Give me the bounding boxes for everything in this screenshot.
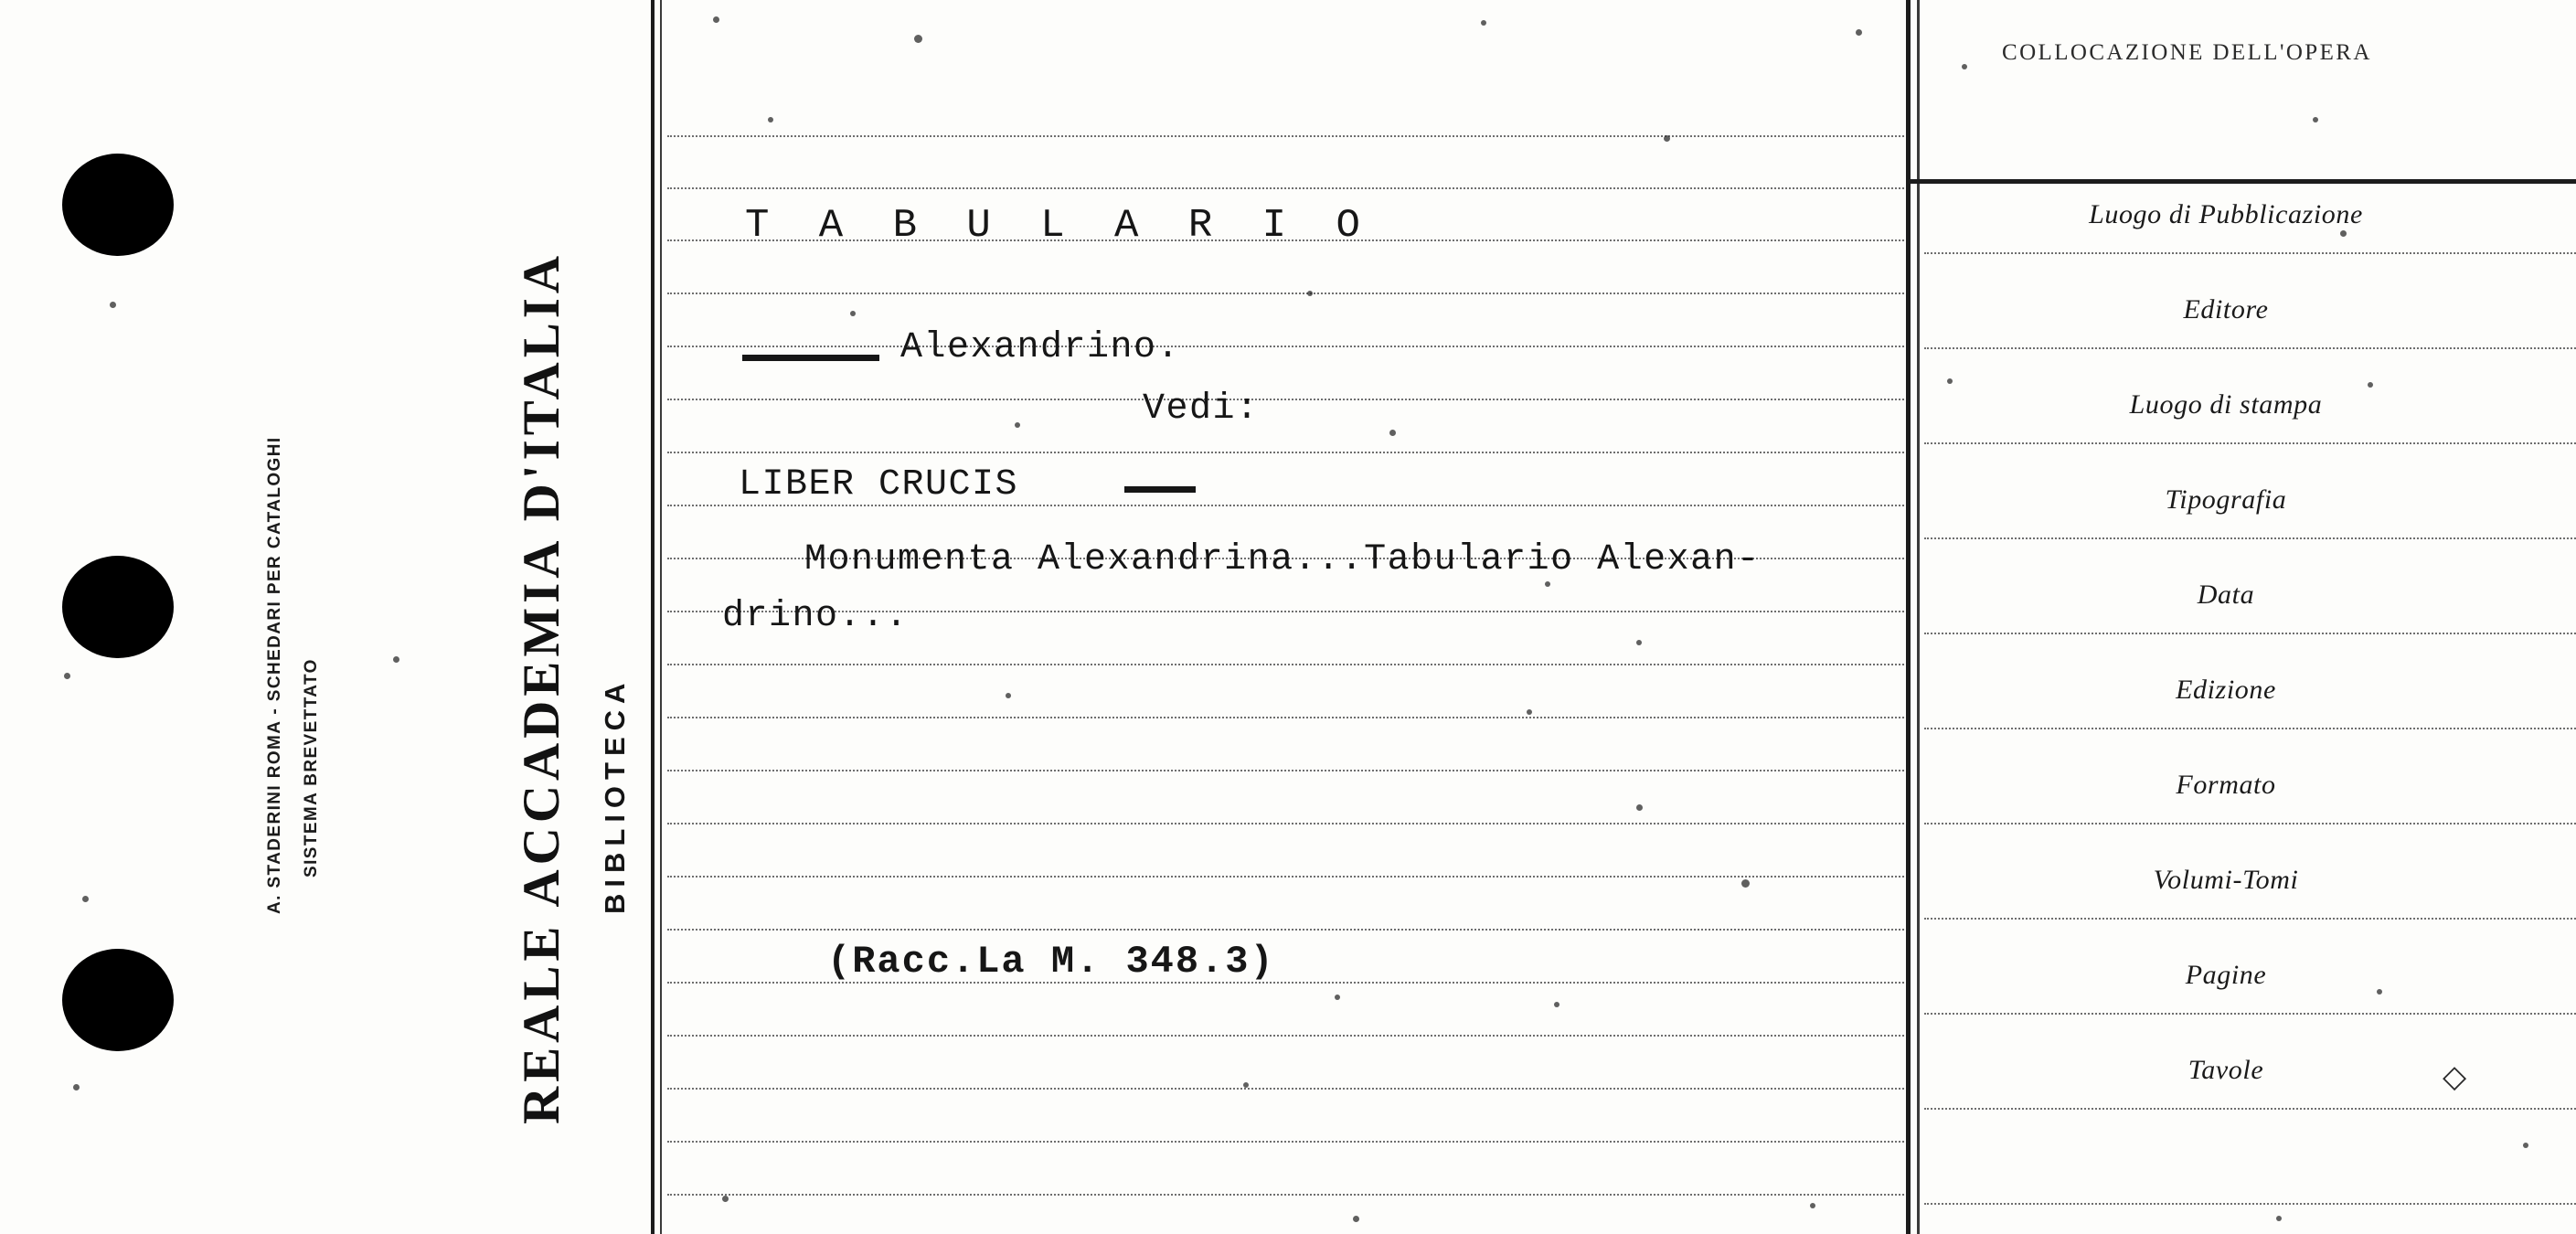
paper-speck bbox=[1636, 640, 1642, 645]
panel-border-left bbox=[1906, 0, 1911, 1234]
shelfmark-header-text: COLLOCAZIONE DELL'OPERA bbox=[2002, 40, 2372, 65]
panel-label-volumi-tomi: Volumi-Tomi bbox=[2153, 865, 2299, 895]
paper-speck bbox=[1554, 1002, 1559, 1007]
paper-speck bbox=[1636, 804, 1643, 811]
panel-label-edizione: Edizione bbox=[2176, 675, 2276, 705]
panel-label-editore: Editore bbox=[2183, 294, 2269, 324]
paper-speck bbox=[393, 656, 399, 663]
rule-line bbox=[667, 770, 1911, 771]
paper-speck bbox=[1947, 378, 1953, 384]
panel-rule-line bbox=[1924, 1203, 2576, 1205]
rule-line bbox=[667, 717, 1911, 718]
panel-label-tavole: Tavole bbox=[2187, 1055, 2264, 1085]
panel-rule-line bbox=[1924, 442, 2576, 444]
paper-speck bbox=[1664, 135, 1670, 142]
panel-rule-line bbox=[1924, 347, 2576, 349]
paper-speck bbox=[110, 302, 116, 308]
paper-speck bbox=[1527, 709, 1532, 715]
department-name: BIBLIOTECA bbox=[599, 676, 631, 914]
paper-speck bbox=[1741, 879, 1750, 888]
paper-speck bbox=[1307, 291, 1313, 296]
panel-rule-line bbox=[1924, 252, 2576, 254]
paper-speck bbox=[2377, 989, 2382, 995]
paper-speck bbox=[1015, 422, 1020, 428]
institution-name: REALE ACCADEMIA D'ITALIA bbox=[513, 250, 570, 1124]
form-border-left-inner bbox=[660, 0, 662, 1234]
paper-speck bbox=[2368, 382, 2373, 388]
paper-speck bbox=[1006, 693, 1011, 698]
paper-speck bbox=[1481, 20, 1486, 26]
rule-line bbox=[667, 187, 1911, 189]
paper-speck bbox=[850, 311, 856, 316]
paper-speck bbox=[722, 1196, 729, 1202]
punch-hole bbox=[62, 154, 174, 256]
paper-speck bbox=[82, 896, 89, 902]
panel-rule-line bbox=[1924, 537, 2576, 539]
panel-label-tipografia: Tipografia bbox=[2165, 484, 2287, 515]
entry-heading: T A B U L A R I O bbox=[745, 203, 1373, 249]
paper-speck bbox=[1962, 64, 1967, 69]
rule-line bbox=[667, 876, 1911, 878]
panel-rule-line bbox=[1924, 1013, 2576, 1015]
patent-legend: SISTEMA BREVETTATO bbox=[302, 658, 321, 878]
rule-line bbox=[667, 346, 1911, 347]
paper-speck bbox=[914, 35, 922, 43]
punch-hole bbox=[62, 949, 174, 1051]
paper-speck bbox=[2313, 117, 2318, 122]
panel-rule-line bbox=[1924, 728, 2576, 729]
rule-line bbox=[667, 452, 1911, 453]
cross-reference-main: LIBER CRUCIS bbox=[739, 464, 1019, 505]
panel-rule-line bbox=[1924, 918, 2576, 920]
panel-rule-line bbox=[1924, 823, 2576, 824]
panel-label-pagine: Pagine bbox=[2185, 960, 2267, 990]
paper-speck bbox=[1810, 1203, 1815, 1208]
panel-label-formato: Formato bbox=[2176, 770, 2276, 800]
paper-speck bbox=[1243, 1082, 1249, 1088]
panel-rule-line bbox=[1924, 1108, 2576, 1110]
manufacturer-legend: A. STADERINI ROMA - SCHEDARI PER CATALOGHI bbox=[265, 436, 284, 914]
panel-border-left-inner bbox=[1917, 0, 1920, 1234]
cross-reference-detail-line2: drino... bbox=[722, 596, 910, 637]
rule-line bbox=[667, 1141, 1911, 1143]
punch-hole bbox=[62, 556, 174, 658]
paper-speck bbox=[73, 1084, 80, 1090]
panel-label-luogo-pubblicazione: Luogo di Pubblicazione bbox=[2089, 199, 2363, 229]
rule-line bbox=[667, 929, 1911, 931]
paper-speck bbox=[1353, 1216, 1359, 1222]
paper-speck bbox=[2523, 1143, 2528, 1148]
paper-speck bbox=[768, 117, 773, 122]
paper-speck bbox=[1335, 995, 1340, 1000]
rule-line bbox=[667, 823, 1911, 824]
rule-line bbox=[667, 664, 1911, 665]
paper-speck bbox=[1545, 581, 1550, 587]
panel-label-data: Data bbox=[2197, 580, 2255, 610]
panel-border-top bbox=[1906, 179, 2576, 184]
cross-reference-label: Vedi: bbox=[1143, 388, 1260, 430]
entry-subject: Alexandrino. bbox=[900, 327, 1181, 368]
paper-speck bbox=[1389, 430, 1396, 436]
em-dash-mark bbox=[1124, 486, 1196, 493]
rule-line bbox=[667, 135, 1911, 137]
diamond-stamp-icon: ◇ bbox=[2443, 1060, 2467, 1094]
em-dash-mark bbox=[742, 355, 879, 361]
bibliographic-panel bbox=[1906, 0, 2576, 1234]
paper-speck bbox=[713, 16, 719, 23]
paper-speck bbox=[64, 673, 70, 679]
rule-line bbox=[667, 399, 1911, 400]
paper-speck bbox=[2340, 230, 2347, 237]
form-border-left bbox=[651, 0, 655, 1234]
cross-reference-detail-line1: Monumenta Alexandrina...Tabulario Alexan- bbox=[804, 539, 1761, 580]
paper-speck bbox=[2276, 1216, 2282, 1221]
panel-label-luogo-stampa: Luogo di stampa bbox=[2129, 389, 2323, 420]
paper-speck bbox=[1856, 29, 1862, 36]
rule-line bbox=[667, 1088, 1911, 1090]
rule-line bbox=[667, 1035, 1911, 1037]
rule-line bbox=[667, 293, 1911, 294]
panel-rule-line bbox=[1924, 633, 2576, 634]
rule-line bbox=[667, 1194, 1911, 1196]
shelfmark-value: (Racc.La M. 348.3) bbox=[827, 940, 1275, 984]
